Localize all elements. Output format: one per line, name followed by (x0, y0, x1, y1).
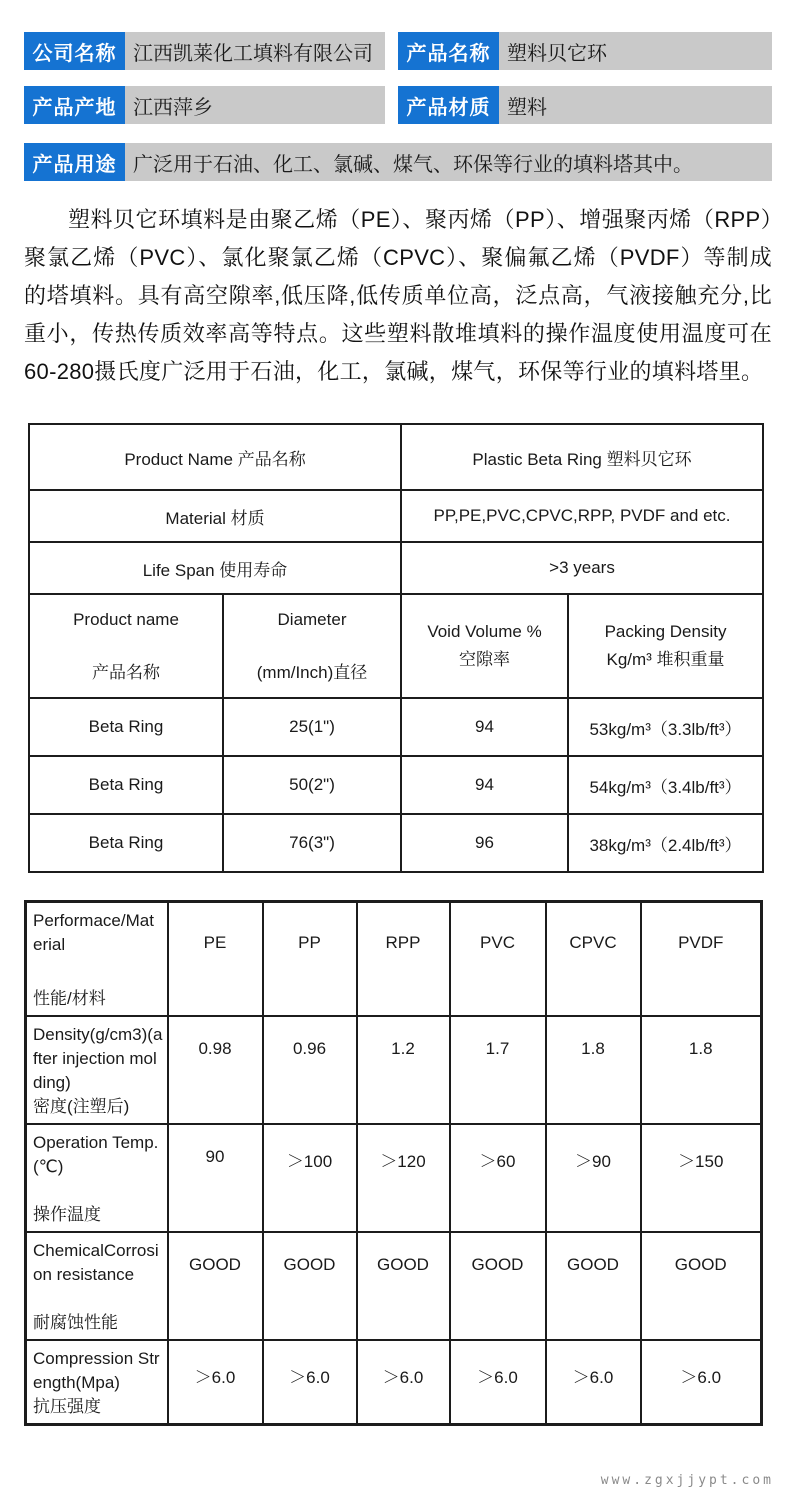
material-col-pp: PP (263, 902, 357, 1017)
table-cell: 96 (401, 814, 568, 872)
product-material-row (398, 86, 772, 124)
spec-data-row (29, 698, 763, 756)
table-cell: 90 (168, 1124, 263, 1232)
material-col-pvdf: PVDF (641, 902, 762, 1017)
table-cell: 38kg/m³（2.4lb/ft³） (568, 814, 763, 872)
corrosion-resistance-row (26, 1232, 762, 1340)
product-material-value: 塑料 (499, 86, 772, 124)
product-name-row (398, 32, 772, 70)
product-spec-table (28, 423, 764, 873)
spec-col-diameter: Diameter (mm/Inch)直径 (223, 594, 401, 698)
spec-col-void-volume: Void Volume % 空隙率 (401, 594, 568, 698)
table-cell: Beta Ring (29, 814, 223, 872)
spec-data-row (29, 756, 763, 814)
spec-lifespan-row (29, 542, 763, 594)
spec-product-name-label: Product Name 产品名称 (29, 424, 401, 490)
table-cell: ＞6.0 (168, 1340, 263, 1425)
product-info-panel (24, 32, 772, 181)
company-name-row (24, 32, 385, 70)
performance-header-label: Performace/Material 性能/材料 (26, 902, 168, 1017)
operation-temp-row (26, 1124, 762, 1232)
table-cell: 0.98 (168, 1016, 263, 1124)
table-cell: ＞6.0 (263, 1340, 357, 1425)
product-name-value: 塑料贝它环 (499, 32, 772, 70)
spec-col-packing-density: Packing Density Kg/m³ 堆积重量 (568, 594, 763, 698)
spec-lifespan-value: >3 years (401, 542, 763, 594)
operation-temp-label: Operation Temp.(℃) 操作温度 (26, 1124, 168, 1232)
spec-product-name-value: Plastic Beta Ring 塑料贝它环 (401, 424, 763, 490)
product-origin-value: 江西萍乡 (125, 86, 385, 124)
table-cell: ＞6.0 (546, 1340, 641, 1425)
spec-data-row (29, 814, 763, 872)
table-cell: 54kg/m³（3.4lb/ft³） (568, 756, 763, 814)
corrosion-resistance-label: ChemicalCorrosion resistance 耐腐蚀性能 (26, 1232, 168, 1340)
table-cell: 53kg/m³（3.3lb/ft³） (568, 698, 763, 756)
table-cell: 0.96 (263, 1016, 357, 1124)
compression-strength-row (26, 1340, 762, 1425)
spec-material-row (29, 490, 763, 542)
table-cell: GOOD (450, 1232, 546, 1340)
company-name-label: 公司名称 (24, 32, 125, 70)
table-cell: 25(1") (223, 698, 401, 756)
table-cell: ＞6.0 (641, 1340, 762, 1425)
performance-header-row (26, 902, 762, 1017)
table-cell: Beta Ring (29, 756, 223, 814)
table-cell: 1.2 (357, 1016, 450, 1124)
product-description: 塑料贝它环填料是由聚乙烯（PE）、聚丙烯（PP）、增强聚丙烯（RPP）聚氯乙烯（PVC）、氯化聚氯乙烯（CPVC）、聚偏氟乙烯（PVDF）等制成的塔填料。具有高空隙率,低压降,低传质单位高，泛点高，气液接触充分,比重小，传热传质效率高等特点。这些塑料散堆填料的操作温度使用温度可在60-280摄氏度广泛用于石油，化工，氯碱，煤气，环保等行业的填料塔里。 (24, 207, 772, 384)
table-cell: 94 (401, 756, 568, 814)
product-name-label: 产品名称 (398, 32, 499, 70)
table-cell: 1.8 (641, 1016, 762, 1124)
table-cell: GOOD (641, 1232, 762, 1340)
table-cell: ＞120 (357, 1124, 450, 1232)
spec-material-label: Material 材质 (29, 490, 401, 542)
spec-lifespan-label: Life Span 使用寿命 (29, 542, 401, 594)
table-cell: 76(3") (223, 814, 401, 872)
company-name-value: 江西凯莱化工填料有限公司 (125, 32, 385, 70)
product-origin-row (24, 86, 385, 124)
table-cell: ＞90 (546, 1124, 641, 1232)
table-cell: GOOD (546, 1232, 641, 1340)
table-cell: ＞6.0 (357, 1340, 450, 1425)
spec-product-name-row (29, 424, 763, 490)
product-usage-row (24, 143, 772, 181)
product-material-label: 产品材质 (398, 86, 499, 124)
table-cell: Beta Ring (29, 698, 223, 756)
table-cell: ＞60 (450, 1124, 546, 1232)
material-col-pvc: PVC (450, 902, 546, 1017)
product-usage-label: 产品用途 (24, 143, 125, 181)
table-cell: GOOD (168, 1232, 263, 1340)
spec-col-product-name: Product name 产品名称 (29, 594, 223, 698)
table-cell: 1.7 (450, 1016, 546, 1124)
table-cell: 94 (401, 698, 568, 756)
site-url: www.zgxjjypt.com (600, 1473, 774, 1488)
performance-table (24, 900, 763, 1426)
table-cell: 1.8 (546, 1016, 641, 1124)
density-row (26, 1016, 762, 1124)
spec-material-value: PP,PE,PVC,CPVC,RPP, PVDF and etc. (401, 490, 763, 542)
material-col-pe: PE (168, 902, 263, 1017)
table-cell: ＞150 (641, 1124, 762, 1232)
table-cell: GOOD (263, 1232, 357, 1340)
product-origin-label: 产品产地 (24, 86, 125, 124)
product-usage-value: 广泛用于石油、化工、氯碱、煤气、环保等行业的填料塔其中。 (125, 143, 772, 181)
table-cell: ＞100 (263, 1124, 357, 1232)
material-col-rpp: RPP (357, 902, 450, 1017)
spec-header-row (29, 594, 763, 698)
table-cell: 50(2") (223, 756, 401, 814)
density-label: Density(g/cm3)(after injection molding) 密度(注塑后) (26, 1016, 168, 1124)
table-cell: ＞6.0 (450, 1340, 546, 1425)
material-col-cpvc: CPVC (546, 902, 641, 1017)
compression-strength-label: Compression Strength(Mpa) 抗压强度 (26, 1340, 168, 1425)
table-cell: GOOD (357, 1232, 450, 1340)
